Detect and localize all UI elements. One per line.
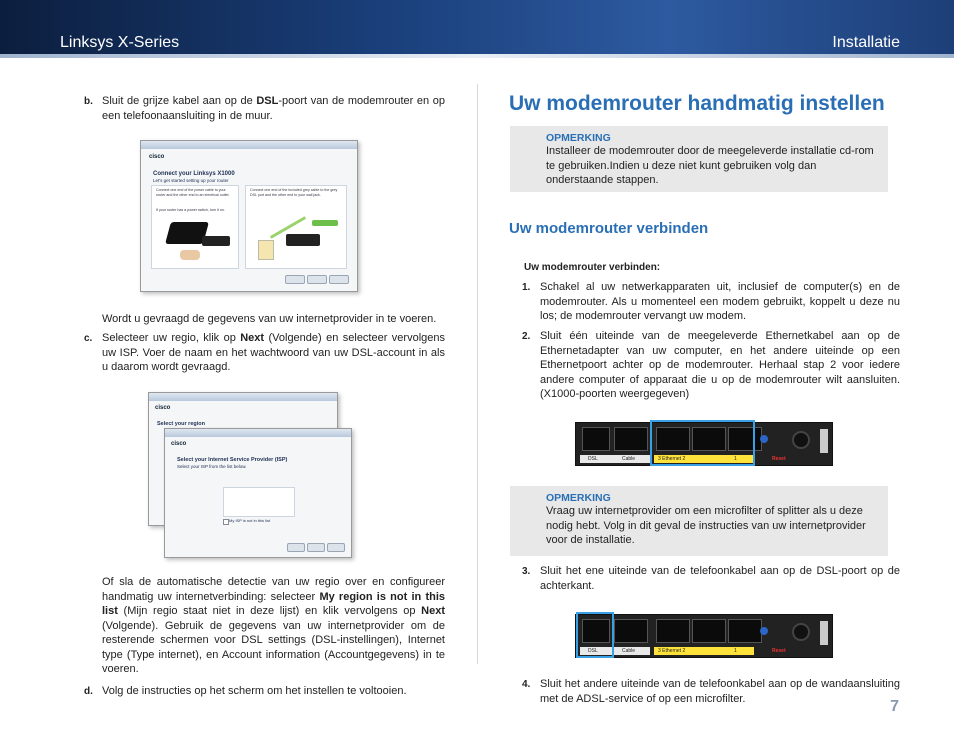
screenshot2-isp-list: [223, 487, 295, 517]
step-4-label: 4.: [522, 679, 531, 690]
screenshot2-front-title: Select your Internet Service Provider (ISP): [177, 457, 288, 463]
paragraph-manual-region: Of sla de automatische detectie van uw regio over en configureer handmatig uw internetverbinding: selecteer My region is not in this list (Mijn regio staat niet in deze lijst) en klik vervolgens op Next (Volgende). Gebruik de gegevens van uw internetprovider om de resterende schermen voor DSL settings (DSL-instellingen), Internet type (Type internet), en Account information (Accountgegevens) in te voeren.: [102, 576, 446, 675]
step-2-label: 2.: [522, 331, 531, 342]
note-box-2: [510, 486, 888, 556]
step-d-label: d.: [84, 686, 93, 697]
note-2-body: Vraag uw internetprovider om een microfilter of splitter als u deze nodig hebt. Volg in dit geval de instructies van uw internetprovider voor de installatie.: [546, 505, 866, 546]
paragraph-isp-prompt: Wordt u gevraagd de gegevens van uw internetprovider in te voeren.: [102, 313, 437, 325]
document-title: Linksys X-Series: [60, 34, 180, 51]
setup-screenshot-isp: cisco Select your Internet Service Provider (ISP) Select your ISP from the list below. My ISP is not in this list: [164, 428, 352, 558]
step-3-label: 3.: [522, 566, 531, 577]
screenshot1-title: Connect your Linksys X1000: [153, 171, 235, 177]
power-jack: [792, 431, 810, 449]
step-d-text: Volg de instructies op het scherm om het instellen te voltooien.: [102, 685, 407, 697]
step-b-text: Sluit de grijze kabel aan op de DSL-poort van de modemrouter en op een telefoonaansluiting in de muur.: [102, 95, 446, 122]
router-rear-panel-ethernet: DSL Cable 3 Ethernet 2 1 Reset: [575, 422, 833, 466]
page-header: [0, 0, 954, 58]
screenshot2-front-subtitle: Select your ISP from the list below.: [177, 464, 247, 469]
steps-heading: Uw modemrouter verbinden:: [524, 262, 661, 273]
note-1-title: OPMERKING: [546, 132, 611, 144]
cable-port: [614, 427, 648, 451]
screenshot1-panel-right: Connect one end of the included grey cable to the grey DSL port and the other end to your wall jack.: [245, 185, 347, 269]
step-b-label: b.: [84, 96, 93, 107]
step-c-label: c.: [84, 333, 93, 344]
step-1-label: 1.: [522, 282, 531, 293]
note-2-title: OPMERKING: [546, 492, 611, 504]
dsl-port-highlight: [576, 612, 614, 658]
cisco-logo: cisco: [149, 154, 165, 160]
dsl-port: [582, 427, 610, 451]
section-title: Installatie: [832, 34, 900, 51]
screenshot1-next-button: [285, 275, 305, 284]
setup-screenshot-connect: [140, 140, 358, 292]
step-4-text: Sluit het andere uiteinde van de telefoonkabel aan op de wandaansluiting met de ADSL-service of op een microfilter.: [540, 678, 900, 705]
screenshot1-subtitle: Let's get started setting up your router: [153, 178, 229, 183]
screenshot1-back-button: [307, 275, 327, 284]
note-box-1: [510, 126, 888, 192]
main-heading: Uw modemrouter handmatig instellen: [509, 92, 885, 115]
step-c-text: Selecteer uw regio, klik op Next (Volgende) en selecteer vervolgens uw ISP. Voer de naam en het wachtwoord van uw DSL-account in als u daarom wordt gevraagd.: [102, 332, 445, 373]
column-divider: [477, 84, 478, 664]
screenshot2-checkbox-label: My ISP is not in this list: [229, 518, 271, 523]
subheading: Uw modemrouter verbinden: [509, 220, 709, 237]
step-1-text: Schakel al uw netwerkapparaten uit, inclusief de computer(s) en de modemrouter. Als u momenteel een modem gebruikt, koppelt u deze nu los; de modemrouter vervangt uw modem.: [540, 281, 900, 322]
step-2-text: Sluit één uiteinde van de meegeleverde Ethernetkabel aan op de Ethernetadapter van uw computer, en het andere uiteinde op een Ethernetpoort achter op de modemrouter. Herhaal stap 2 voor iedere andere computer of apparaat die u op de modemrouter wilt aansluiten. (X1000-poorten weergegeven): [540, 330, 900, 400]
step-3-text: Sluit het ene uiteinde van de telefoonkabel aan op de DSL-poort op de achterkant.: [540, 565, 900, 592]
screenshot1-panel-left: Connect one end of the power cable to your router and the other end to an electrical outlet. If your router has a power switch, turn it on.: [151, 185, 239, 269]
screenshot2-back-title: Select your region: [157, 421, 205, 427]
ethernet-ports-highlight: [650, 420, 755, 466]
cable-port: [614, 619, 648, 643]
screenshot1-cancel-button: [329, 275, 349, 284]
setup-screenshot-region: cisco Select your region: [148, 392, 338, 526]
router-rear-panel-dsl: DSL Cable 3 Ethernet 2 1 Reset: [575, 614, 833, 658]
page-number: 7: [890, 698, 899, 715]
note-1-body: Installeer de modemrouter door de meegeleverde installatie cd-rom te gebruiken.Indien u deze niet kunt gebruiken volg dan onderstaande stappen.: [546, 145, 874, 186]
wps-button: [760, 435, 768, 443]
